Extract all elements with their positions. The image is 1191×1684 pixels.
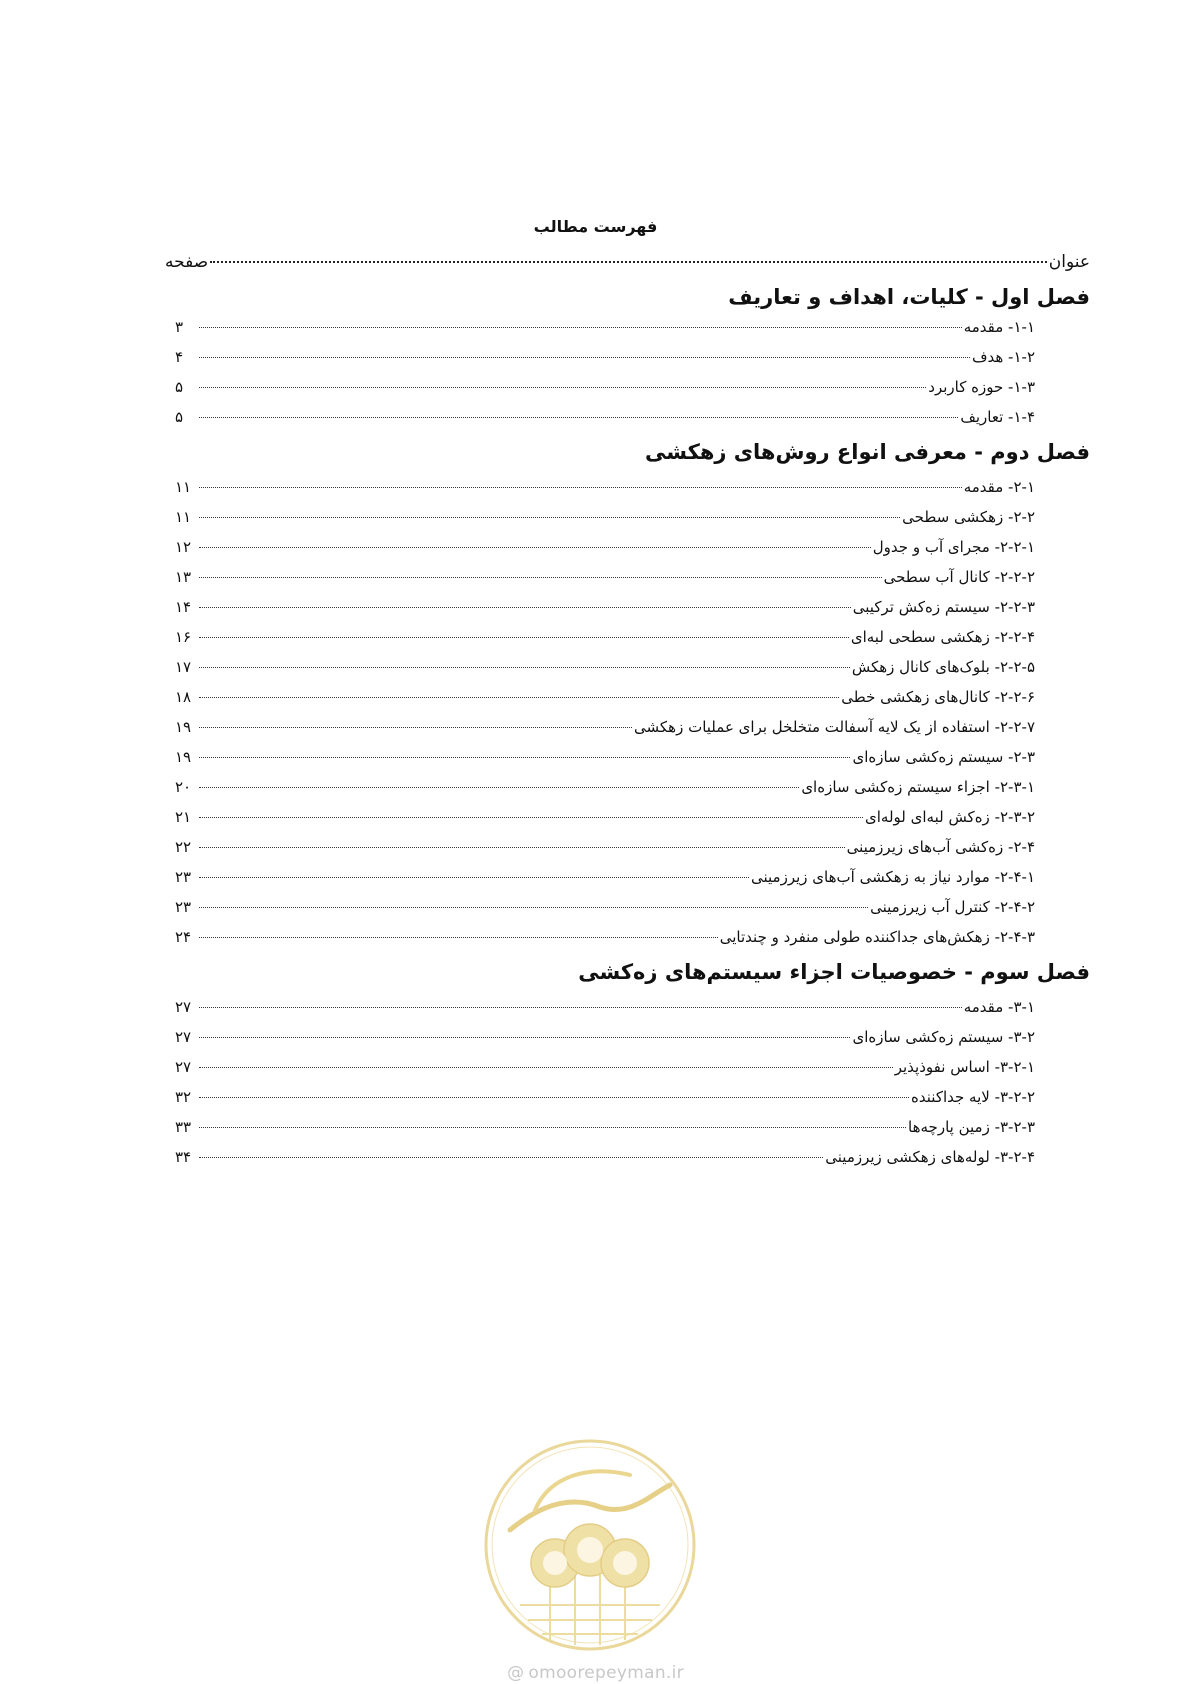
entry-text: ۳-۲- سیستم زه‌کشی سازه‌ای xyxy=(852,1028,1035,1046)
toc-entry[interactable] xyxy=(175,748,1035,774)
entry-text: ۲-۴-۳- زهکش‌های جداکننده طولی منفرد و چندتایی xyxy=(719,928,1035,946)
entry-text: ۳-۲-۱- اساس نفوذپذیر xyxy=(894,1058,1035,1076)
dot-leader xyxy=(199,417,958,418)
entry-page: ۲۳ xyxy=(175,898,192,916)
entry-text: ۱-۴- تعاریف xyxy=(960,408,1035,426)
watermark-logo xyxy=(480,1435,700,1655)
entry-text: ۲-۲-۶- کانال‌های زهکشی خطی xyxy=(841,688,1035,706)
dot-leader xyxy=(199,937,718,938)
entry-text: ۲-۴- زه‌کشی آب‌های زیرزمینی xyxy=(846,838,1035,856)
entry-page: ۱۹ xyxy=(175,748,192,766)
toc-entry[interactable] xyxy=(175,628,1035,654)
entry-text: ۲-۴-۲- کنترل آب زیرزمینی xyxy=(870,898,1035,916)
at-icon: @ xyxy=(507,1663,525,1683)
dot-leader xyxy=(199,607,851,608)
entry-text: ۲-۳-۲- زه‌کش لبه‌ای لوله‌ای xyxy=(865,808,1035,826)
entry-page: ۲۷ xyxy=(175,1058,192,1076)
toc-entry[interactable] xyxy=(175,408,1035,434)
entry-text: ۱-۱- مقدمه xyxy=(963,318,1035,336)
toc-entry[interactable] xyxy=(175,538,1035,564)
entry-text: ۱-۲- هدف xyxy=(971,348,1035,366)
dot-leader xyxy=(199,1127,906,1128)
entry-page: ۳۳ xyxy=(175,1118,192,1136)
watermark-website xyxy=(0,1663,1191,1683)
entry-text: ۳-۲-۳- زمین پارچه‌ها xyxy=(908,1118,1035,1136)
entry-page: ۴ xyxy=(175,348,184,366)
toc-entry[interactable] xyxy=(175,808,1035,834)
entry-page: ۱۱ xyxy=(175,508,192,526)
chapter-title: فصل دوم - معرفی انواع روش‌های زهکشی xyxy=(645,440,1090,464)
entry-text: ۳-۲-۴- لوله‌های زهکشی زیرزمینی xyxy=(825,1148,1035,1166)
toc-entry[interactable] xyxy=(175,838,1035,864)
entry-text: ۲-۲-۴- زهکشی سطحی لبه‌ای xyxy=(850,628,1035,646)
toc-entry[interactable] xyxy=(175,658,1035,684)
toc-entry[interactable] xyxy=(175,868,1035,894)
dot-leader xyxy=(199,487,962,488)
toc-entry[interactable] xyxy=(175,998,1035,1024)
entry-page: ۱۱ xyxy=(175,478,192,496)
toc-entry[interactable] xyxy=(175,378,1035,404)
entry-page: ۲۷ xyxy=(175,1028,192,1046)
dot-leader xyxy=(199,327,962,328)
dot-leader xyxy=(199,877,749,878)
dot-leader xyxy=(199,757,850,758)
dot-leader xyxy=(199,817,863,818)
toc-header-row xyxy=(165,252,1090,278)
entry-page: ۳۲ xyxy=(175,1088,192,1106)
entry-page: ۱۶ xyxy=(175,628,192,646)
dot-leader xyxy=(199,697,839,698)
entry-text: ۲-۲-۷- استفاده از یک لایه آسفالت متخلخل برای عملیات زهکشی xyxy=(634,718,1035,736)
entry-text: ۲-۲-۲- کانال آب سطحی xyxy=(883,568,1035,586)
entry-page: ۲۱ xyxy=(175,808,192,826)
toc-entry[interactable] xyxy=(175,1088,1035,1114)
dot-leader xyxy=(199,787,799,788)
dot-leader xyxy=(199,907,868,908)
toc-title: فهرست مطالب xyxy=(533,217,658,236)
entry-page: ۵ xyxy=(175,378,184,396)
dot-leader xyxy=(199,1157,823,1158)
chapter-title: فصل اول - کلیات، اهداف و تعاریف xyxy=(728,285,1090,309)
toc-entry[interactable] xyxy=(175,718,1035,744)
dot-leader xyxy=(199,577,882,578)
entry-page: ۲۷ xyxy=(175,998,192,1016)
toc-entry[interactable] xyxy=(175,1058,1035,1084)
toc-entry[interactable] xyxy=(175,568,1035,594)
website-text: omoorepeyman.ir xyxy=(528,1663,684,1683)
entry-page: ۳۴ xyxy=(175,1148,192,1166)
entry-page: ۲۳ xyxy=(175,868,192,886)
dot-leader xyxy=(199,667,850,668)
entry-page: ۱۷ xyxy=(175,658,192,676)
dot-leader xyxy=(199,727,632,728)
entry-text: ۲-۴-۱- موارد نیاز به زهکشی آب‌های زیرزمینی xyxy=(751,868,1035,886)
dot-leader xyxy=(199,1007,962,1008)
entry-page: ۲۴ xyxy=(175,928,192,946)
toc-entry[interactable] xyxy=(175,508,1035,534)
dot-leader xyxy=(199,547,871,548)
dot-leader xyxy=(210,261,1047,263)
toc-entry[interactable] xyxy=(175,1148,1035,1174)
entry-text: ۱-۳- حوزه کاربرد xyxy=(928,378,1035,396)
toc-entry[interactable] xyxy=(175,318,1035,344)
dot-leader xyxy=(199,1067,893,1068)
entry-page: ۳ xyxy=(175,318,184,336)
entry-text: ۲-۲-۵- بلوک‌های کانال زهکش xyxy=(851,658,1035,676)
dot-leader xyxy=(199,637,849,638)
entry-text: ۲-۳- سیستم زه‌کشی سازه‌ای xyxy=(852,748,1035,766)
toc-entry[interactable] xyxy=(175,778,1035,804)
dot-leader xyxy=(199,387,926,388)
toc-entry[interactable] xyxy=(175,478,1035,504)
entry-text: ۲-۲-۱- مجرای آب و جدول xyxy=(872,538,1035,556)
chapter-title: فصل سوم - خصوصیات اجزاء سیستم‌های زه‌کشی xyxy=(578,960,1090,984)
toc-entry[interactable] xyxy=(175,898,1035,924)
dot-leader xyxy=(199,357,970,358)
entry-page: ۲۰ xyxy=(175,778,192,796)
entry-page: ۱۲ xyxy=(175,538,192,556)
dot-leader xyxy=(199,1097,909,1098)
entry-text: ۳-۲-۲- لایه جداکننده xyxy=(911,1088,1035,1106)
entry-text: ۳-۱- مقدمه xyxy=(963,998,1035,1016)
toc-entry[interactable] xyxy=(175,928,1035,954)
dot-leader xyxy=(199,517,900,518)
entry-text: ۲-۲- زهکشی سطحی xyxy=(902,508,1035,526)
entry-page: ۱۳ xyxy=(175,568,192,586)
entry-page: ۲۲ xyxy=(175,838,192,856)
header-label-title: عنوان xyxy=(1048,252,1090,272)
dot-leader xyxy=(199,1037,850,1038)
toc-entry[interactable] xyxy=(175,688,1035,714)
toc-entry[interactable] xyxy=(175,348,1035,374)
entry-text: ۲-۲-۳- سیستم زه‌کش ترکیبی xyxy=(852,598,1035,616)
entry-text: ۲-۱- مقدمه xyxy=(963,478,1035,496)
toc-entry[interactable] xyxy=(175,598,1035,624)
dot-leader xyxy=(199,847,845,848)
entry-page: ۱۹ xyxy=(175,718,192,736)
toc-entry[interactable] xyxy=(175,1028,1035,1054)
toc-entry[interactable] xyxy=(175,1118,1035,1144)
header-label-page: صفحه xyxy=(165,252,209,272)
entry-page: ۱۴ xyxy=(175,598,192,616)
entry-page: ۵ xyxy=(175,408,184,426)
entry-text: ۲-۳-۱- اجزاء سیستم زه‌کشی سازه‌ای xyxy=(801,778,1035,796)
entry-page: ۱۸ xyxy=(175,688,192,706)
